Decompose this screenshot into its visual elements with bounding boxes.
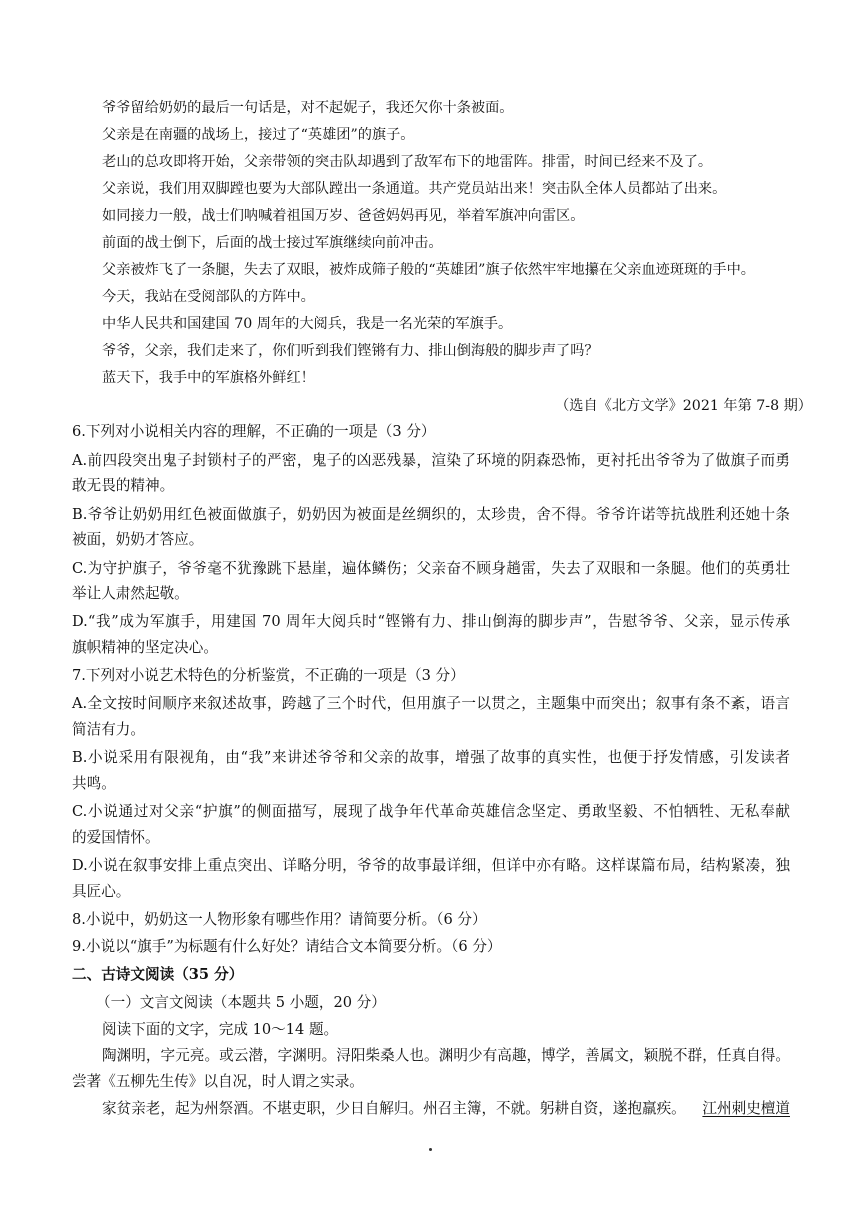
question-8: 8.小说中，奶奶这一人物形象有哪些作用？请简要分析。（6 分） — [72, 911, 487, 928]
source-citation: （选自《北方文学》2021 年第 7-8 期） — [555, 398, 812, 414]
question-7-stem: 7.下列对小说艺术特色的分析鉴赏，不正确的一项是（3 分） — [72, 667, 465, 684]
page-mark-dot — [429, 1148, 432, 1151]
story-line: 中华人民共和国建国 70 周年的大阅兵，我是一名光荣的军旗手。 — [102, 316, 513, 332]
subsection-title: （一）文言文阅读（本题共 5 小题，20 分） — [96, 994, 386, 1011]
story-line: 如同接力一般，战士们呐喊着祖国万岁、爸爸妈妈再见，举着军旗冲向雷区。 — [102, 208, 585, 224]
question-6-stem: 6.下列对小说相关内容的理解，不正确的一项是（3 分） — [72, 423, 436, 440]
story-line: 爷爷留给奶奶的最后一句话是，对不起妮子，我还欠你十条被面。 — [102, 100, 514, 116]
option-text: 敢无畏的精神。 — [72, 477, 175, 494]
classical-text-segment: 家贫亲老，起为州祭酒。不堪吏职，少日自解归。州召主簿，不就。躬耕自资，遂抱羸疾。 — [102, 1100, 686, 1117]
classical-text-line — [102, 1099, 790, 1119]
option-text: C.为守护旗子，爷爷毫不犹豫跳下悬崖，遍体鳞伤；父亲奋不顾身趟雷，失去了双眼和一条腿。他们的英勇壮 — [72, 560, 790, 577]
classical-text-line: 陶渊明，字元亮。或云潜，字渊明。浔阳柴桑人也。渊明少有高趣，博学，善属文，颖脱不群，任真自得。 — [102, 1047, 790, 1064]
option-text: 被面，奶奶才答应。 — [72, 531, 204, 548]
reading-instruction: 阅读下面的文字，完成 10～14 题。 — [102, 1021, 339, 1038]
option-text: A.全文按时间顺序来叙述故事，跨越了三个时代，但用旗子一以贯之，主题集中而突出；叙事有条不紊，语言 — [72, 695, 790, 712]
option-text: 举让人肃然起敬。 — [72, 585, 189, 602]
option-text: B.爷爷让奶奶用红色被面做旗子，奶奶因为被面是丝绸织的，太珍贵，舍不得。爷爷许诺等抗战胜利还她十条 — [72, 506, 790, 523]
story-line: 父亲被炸飞了一条腿，失去了双眼，被炸成筛子般的“英雄团”旗子依然牢牢地攥在父亲血迹斑斑的手中。 — [102, 262, 755, 278]
story-line: 老山的总攻即将开始，父亲带领的突击队却遇到了敌军布下的地雷阵。排雷，时间已经来不及了。 — [102, 154, 713, 170]
story-line: 父亲是在南疆的战场上，接过了“英雄团”的旗子。 — [102, 127, 415, 143]
option-text: A.前四段突出鬼子封锁村子的严密，鬼子的凶恶残暴，渲染了环境的阴森恐怖，更衬托出爷爷为了做旗子而勇 — [72, 452, 790, 469]
question-9: 9.小说以“旗手”为标题有什么好处？请结合文本简要分析。（6 分） — [72, 938, 502, 955]
section-2-title: 二、古诗文阅读（35 分） — [72, 966, 244, 983]
option-text: 共鸣。 — [72, 775, 116, 792]
option-text: B.小说采用有限视角，由“我”来讲述爷爷和父亲的故事，增强了故事的真实性，也便于抒发情感，引发读者 — [72, 749, 790, 766]
underlined-sentence: 江州刺史檀道 — [702, 1100, 790, 1117]
story-line: 蓝天下，我手中的军旗格外鲜红！ — [102, 370, 315, 386]
option-text: 具匠心。 — [72, 883, 131, 900]
story-line: 父亲说，我们用双脚蹚也要为大部队蹚出一条通道。共产党员站出来！突击队全体人员都站了出来。 — [102, 181, 727, 197]
option-text: D.小说在叙事安排上重点突出、详略分明，爷爷的故事最详细，但详中亦有略。这样谋篇布局，结构紧凑，独 — [72, 857, 790, 874]
story-line: 爷爷，父亲，我们走来了，你们听到我们铿锵有力、排山倒海般的脚步声了吗？ — [102, 343, 599, 359]
option-text: C.小说通过对父亲“护旗”的侧面描写，展现了战争年代革命英雄信念坚定、勇敢坚毅、不怕牺牲、无私奉献 — [72, 803, 790, 820]
option-text: D.“我”成为军旗手，用建国 70 周年大阅兵时“铿锵有力、排山倒海的脚步声”，告慰爷爷、父亲，显示传承 — [72, 613, 790, 630]
option-text: 的爱国情怀。 — [72, 829, 160, 846]
classical-text-line: 尝著《五柳先生传》以自况，时人谓之实录。 — [72, 1073, 364, 1090]
story-line: 前面的战士倒下，后面的战士接过军旗继续向前冲击。 — [102, 235, 443, 251]
story-line: 今天，我站在受阅部队的方阵中。 — [102, 289, 315, 305]
option-text: 简洁有力。 — [72, 721, 145, 738]
option-text: 旗帜精神的坚定决心。 — [72, 639, 218, 656]
